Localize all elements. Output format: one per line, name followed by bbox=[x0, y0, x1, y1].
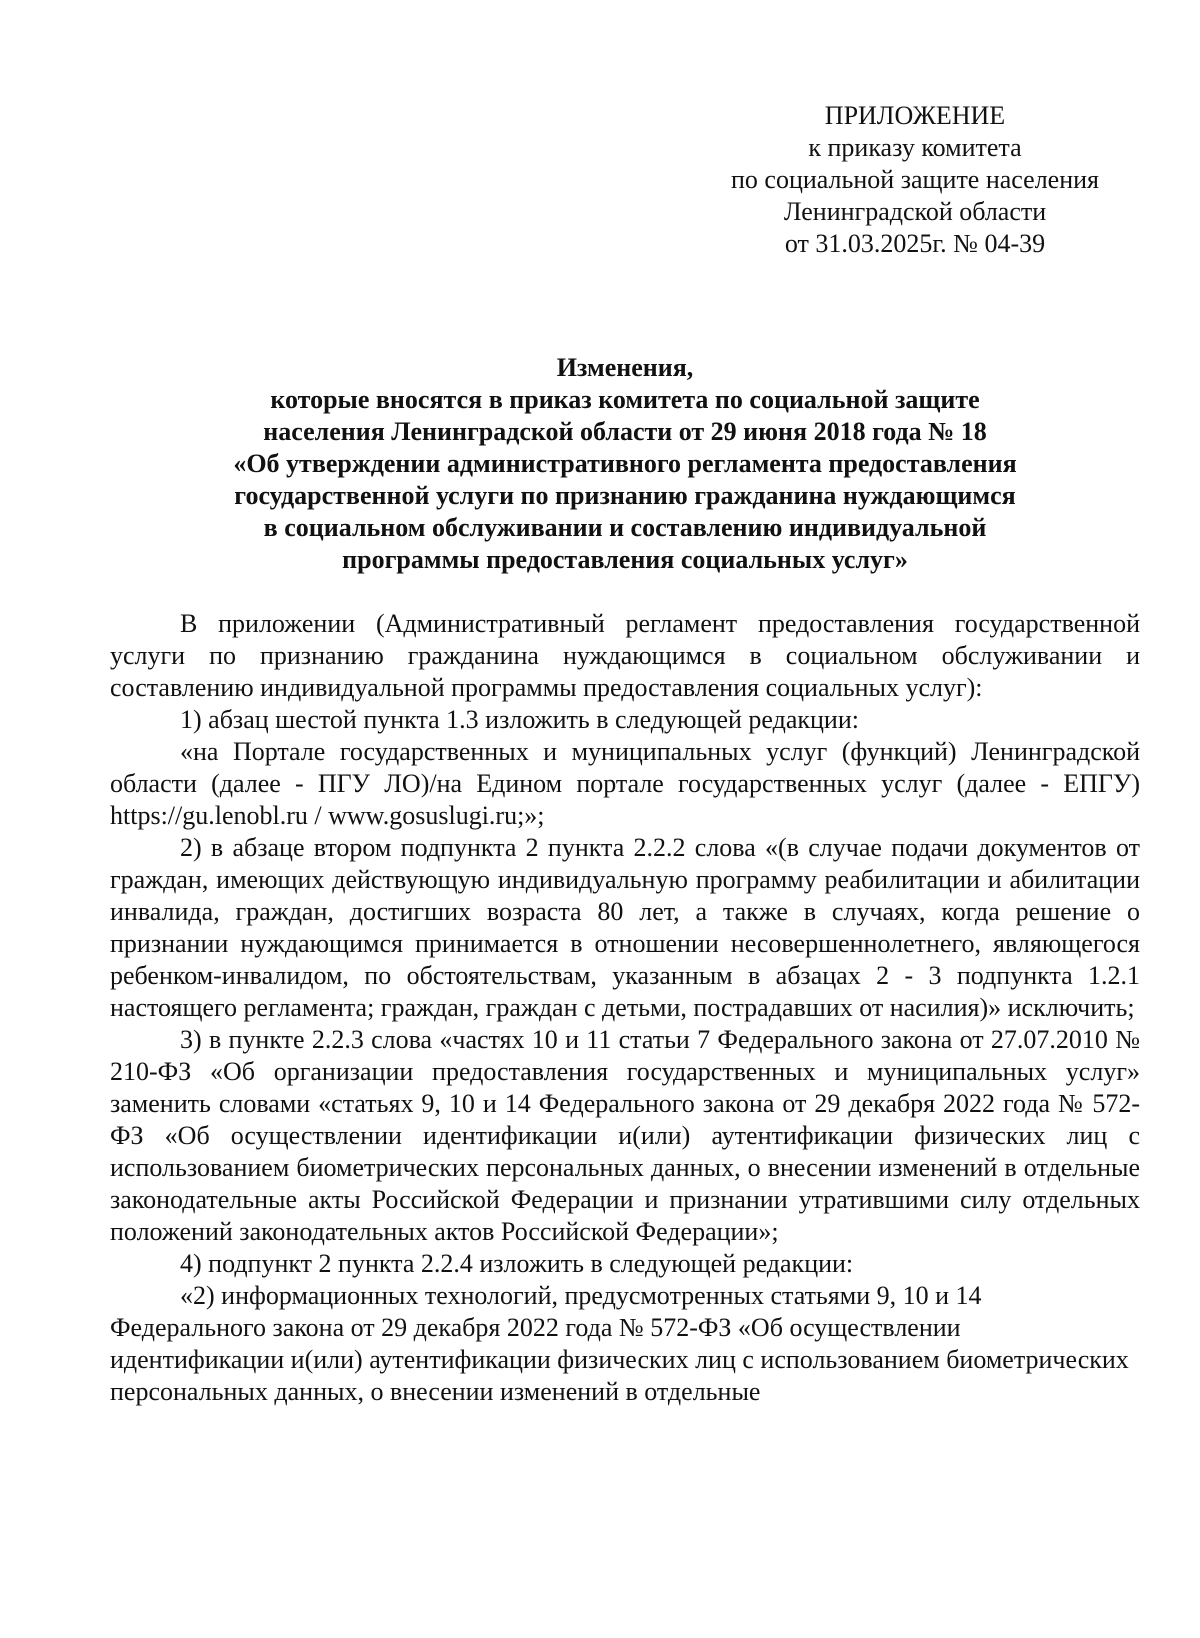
title-line: программы предоставления социальных услуг» bbox=[342, 545, 908, 574]
title-line: Изменения, bbox=[556, 353, 694, 382]
body-paragraph-item-1-text: «на Портале государственных и муниципальных услуг (функций) Ленинградской области (далее - ПГУ ЛО)/на Едином портале государственных услуг (далее - ЕПГУ) https://gu.lenobl.ru / www.gosuslugi.ru;»; bbox=[110, 737, 1140, 830]
body-paragraph-item-4-text: «2) информационных технологий, предусмотренных статьями 9, 10 и 14 Федерального закона от 29 декабря 2022 года № 572-ФЗ «Об осуществлении идентификации и(или) аутентификации физических лиц с использованием биометрических персональных данных, о внесении изменений в отдельные bbox=[110, 1281, 1129, 1406]
title-line: государственной услуги по признанию гражданина нуждающимся bbox=[234, 481, 1016, 510]
body-paragraph-item-3: 3) в пункте 2.2.3 слова «частях 10 и 11 статьи 7 Федерального закона от 27.07.2010 № 210-ФЗ «Об организации предоставления государственных и муниципальных услуг» заменить словами «статьях 9, 10 и 14 Федерального закона от 29 декабря 2022 года № 572-ФЗ «Об осуществлении идентификации и(или) аутентификации физических лиц с использованием биометрических персональных данных, о внесении изменений в отдельные законодательные акты Российской Федерации и признании утратившими силу отдельных положений законодательных актов Российской Федерации»; bbox=[110, 1025, 1140, 1246]
appendix-header bbox=[700, 100, 1130, 260]
title-line: в социальном обслуживании и составлению индивидуальной bbox=[263, 513, 987, 542]
body-paragraph-item-2: 2) в абзаце втором подпункта 2 пункта 2.2.2 слова «(в случае подачи документов от граждан, имеющих действующую индивидуальную программу реабилитации и абилитации инвалида, граждан, достигших возраста 80 лет, а также в случаях, когда решение о признании нуждающимся принимается в отношении несовершеннолетнего, являющегося ребенком-инвалидом, по обстоятельствам, указанным в абзацах 2 - 3 подпункта 1.2.1 настоящего регламента; граждан, граждан с детьми, пострадавших от насилия)» исключить; bbox=[110, 833, 1140, 1022]
body-paragraph-item-1: 1) абзац шестой пункта 1.3 изложить в следующей редакции: bbox=[180, 705, 859, 734]
title-line: «Об утверждении административного регламента предоставления bbox=[233, 449, 1017, 478]
document-title bbox=[110, 352, 1140, 576]
title-line: населения Ленинградской области от 29 июня 2018 года № 18 bbox=[263, 417, 987, 446]
body-paragraph-intro: В приложении (Административный регламент предоставления государственной услуги по признанию гражданина нуждающимся в социальном обслуживании и составлению индивидуальной программы предоставления социальных услуг): bbox=[110, 609, 1140, 702]
appendix-line-region: Ленинградской области bbox=[783, 197, 1047, 226]
body-paragraph-item-4: 4) подпункт 2 пункта 2.2.4 изложить в следующей редакции: bbox=[180, 1249, 854, 1278]
title-line: которые вносятся в приказ комитета по социальной защите bbox=[270, 385, 980, 414]
appendix-line-committee: по социальной защите населения bbox=[730, 165, 1099, 194]
appendix-line-date-number: от 31.03.2025г. № 04-39 bbox=[784, 229, 1046, 258]
appendix-line-order: к приказу комитета bbox=[808, 133, 1022, 162]
appendix-line-title: ПРИЛОЖЕНИЕ bbox=[824, 101, 1006, 130]
document-body bbox=[110, 608, 1140, 1408]
